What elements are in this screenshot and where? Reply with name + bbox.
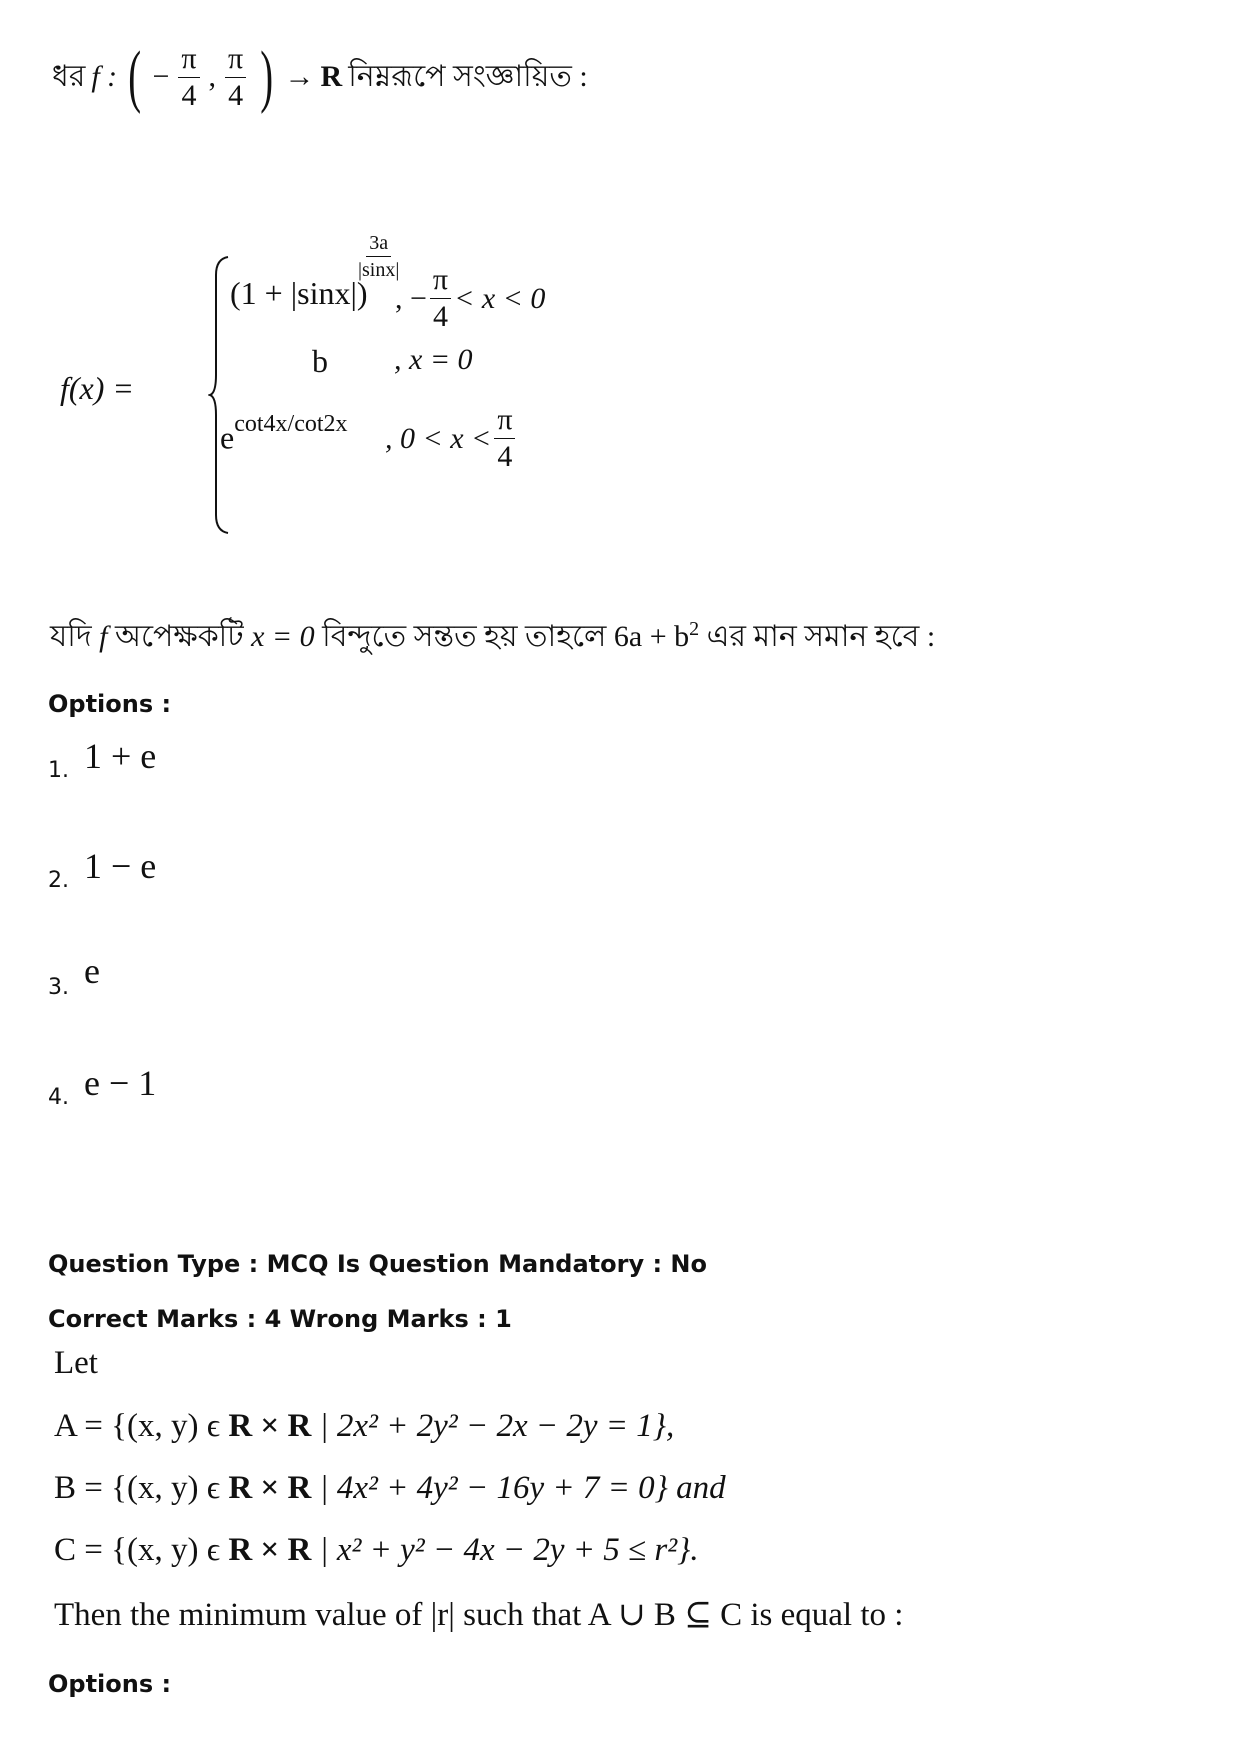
case3-base: e — [220, 419, 235, 456]
set-c-prefix: C = {(x, y) ϵ — [54, 1532, 221, 1568]
piecewise-function — [60, 232, 620, 535]
right-paren: ) — [260, 38, 274, 115]
fx-label: f(x) = — [60, 370, 134, 406]
set-c-definition — [54, 1532, 699, 1569]
exp-den: |sinx| — [358, 259, 400, 281]
map-arrow: → — [284, 60, 315, 93]
case3-condition — [385, 405, 518, 472]
q2-options-label: Options : — [48, 1670, 172, 1698]
option-value[interactable]: e — [84, 951, 100, 991]
neg-pi-over-4 — [178, 41, 199, 112]
q-suffix: এর মান সমান হবে : — [706, 620, 936, 653]
options-label: Options : — [48, 690, 172, 718]
interval-minus: − — [152, 60, 170, 93]
case2-value: b — [312, 343, 328, 379]
q1-intro-suffix: নিম্নরূপে সংজ্ঞায়িত : — [348, 59, 588, 93]
marks-line: Correct Marks : 4 Wrong Marks : 1 — [48, 1305, 512, 1333]
option-value[interactable]: 1 − e — [84, 846, 157, 886]
option-number: 2. — [48, 868, 69, 893]
frac-num: π — [494, 405, 515, 439]
frac-den: 4 — [181, 78, 197, 112]
set-b-prefix: B = {(x, y) ϵ — [54, 1470, 221, 1506]
pi-over-4 — [225, 41, 246, 112]
option-number: 4. — [48, 1085, 69, 1110]
q2-question: Then the minimum value of |r| such that A ∪ B ⊆ C is equal to : — [54, 1597, 904, 1633]
cond-prefix: , − — [395, 281, 427, 315]
option-number: 1. — [48, 758, 69, 783]
set-b-definition — [54, 1470, 726, 1507]
option-value[interactable]: e − 1 — [84, 1063, 157, 1103]
set-b-rr: R × R — [228, 1470, 312, 1506]
case3-exponent: cot4x/cot2x — [234, 411, 348, 437]
case1-condition — [395, 265, 545, 332]
q-prefix: যদি — [50, 620, 92, 653]
q-mid: অপেক্ষকটি — [114, 620, 244, 653]
frac-den: 4 — [497, 440, 513, 473]
frac-num: π — [430, 265, 451, 299]
case1-base: (1 + |sinx|) — [230, 275, 368, 311]
set-a-definition — [54, 1408, 674, 1445]
option-number: 3. — [48, 975, 69, 1000]
frac-num: π — [225, 44, 246, 78]
q1-question — [50, 612, 935, 663]
cond-prefix: , 0 < x < — [385, 421, 492, 455]
set-a-prefix: A = {(x, y) ϵ — [54, 1408, 221, 1444]
set-b-body: | 4x² + 4y² − 16y + 7 = 0} and — [319, 1470, 726, 1506]
case1-expression — [230, 275, 368, 312]
option-value[interactable]: 1 + e — [84, 736, 157, 776]
set-c-body: | x² + y² − 4x − 2y + 5 ≤ r²}. — [319, 1532, 699, 1568]
exp-num: 3a — [366, 233, 391, 257]
q-f: f — [99, 620, 108, 653]
frac-den: 4 — [433, 300, 448, 333]
frac-den: 4 — [228, 78, 244, 112]
q-mid2: বিন্দুতে সন্তত হয় তাহলে — [322, 620, 607, 653]
question-type-line: Question Type : MCQ Is Question Mandatory : No — [48, 1250, 707, 1278]
left-brace — [208, 255, 235, 535]
left-paren: ( — [128, 38, 142, 115]
q2-let: Let — [54, 1345, 98, 1381]
q-expr: 6a + b — [613, 620, 690, 653]
set-a-body: | 2x² + 2y² − 2x − 2y = 1}, — [319, 1408, 675, 1444]
interval-comma: , — [208, 60, 217, 93]
q1-map-symbol: f : — [91, 60, 118, 93]
cond-suffix: < x < 0 — [454, 281, 546, 315]
set-a-rr: R × R — [228, 1408, 312, 1444]
case3-expression — [220, 411, 348, 457]
set-c-rr: R × R — [228, 1532, 312, 1568]
case2-condition: , x = 0 — [394, 343, 473, 376]
frac-num: π — [178, 44, 199, 78]
q-x: x = 0 — [251, 620, 315, 653]
codomain: R — [320, 60, 343, 93]
q1-intro — [52, 38, 588, 115]
q1-intro-prefix: ধর — [52, 59, 86, 93]
q-exp: 2 — [689, 618, 700, 640]
